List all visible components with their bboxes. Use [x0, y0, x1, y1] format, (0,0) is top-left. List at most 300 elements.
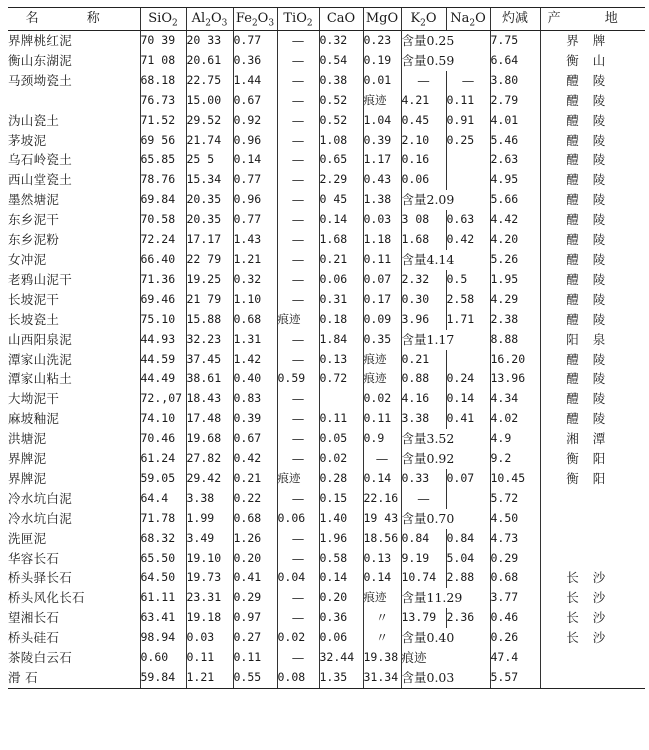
table-row [8, 668, 645, 688]
cell-fe2o3: 1.26 [233, 529, 277, 549]
cell-sio2: 71 08 [140, 51, 186, 71]
table-row [8, 91, 645, 111]
cell-al2o3: 38.61 [186, 369, 233, 389]
cell-al2o3: 19.68 [186, 429, 233, 449]
cell-na2o [446, 350, 490, 370]
cell-na2o: 5.04 [446, 549, 490, 569]
cell-al2o3: 17.48 [186, 409, 233, 429]
cell-tio2: — [277, 529, 319, 549]
cell-mgo: 0.03 [363, 210, 401, 230]
cell-place: 醴陵 [540, 71, 645, 91]
table-row [8, 469, 645, 489]
cell-tio2: — [277, 250, 319, 270]
cell-tio2: — [277, 409, 319, 429]
cell-al2o3: 19.10 [186, 549, 233, 569]
cell-al2o3: 20.35 [186, 190, 233, 210]
cell-fe2o3: 1.44 [233, 71, 277, 91]
table-row [8, 429, 645, 449]
cell-place: 醴陵 [540, 91, 645, 111]
cell-place: 长沙 [540, 628, 645, 648]
cell-sio2: 63.41 [140, 608, 186, 628]
cell-k2o: 3.96 [401, 310, 446, 330]
cell-sio2: 69 56 [140, 131, 186, 151]
cell-sio2: 74.10 [140, 409, 186, 429]
cell-fe2o3: 0.68 [233, 310, 277, 330]
cell-fe2o3: 0.97 [233, 608, 277, 628]
cell-k2o: 4.21 [401, 91, 446, 111]
cell-al2o3: 37.45 [186, 350, 233, 370]
cell-fe2o3: 0.11 [233, 648, 277, 668]
cell-mgo: 0.17 [363, 290, 401, 310]
cell-cao: 0.20 [319, 588, 363, 608]
cell-k2o: 10.74 [401, 568, 446, 588]
cell-place: 醴陵 [540, 270, 645, 290]
cell-k2o: 0.21 [401, 350, 446, 370]
cell-fe2o3: 1.21 [233, 250, 277, 270]
cell-tio2: — [277, 71, 319, 91]
cell-sio2: 70.46 [140, 429, 186, 449]
cell-cao: 0.13 [319, 350, 363, 370]
table-row [8, 270, 645, 290]
cell-place: 阳泉 [540, 330, 645, 350]
cell-name: 大坳泥干 [8, 391, 60, 407]
cell-tio2: — [277, 648, 319, 668]
cell-fe2o3: 1.43 [233, 230, 277, 250]
cell-name: 潭家山粘土 [8, 371, 73, 387]
cell-loss: 8.88 [490, 330, 540, 350]
cell-mgo: 1.17 [363, 150, 401, 170]
cell-tio2: — [277, 170, 319, 190]
cell-tio2: — [277, 588, 319, 608]
cell-k2o: 含量3.52 [401, 429, 490, 449]
cell-loss: 16.20 [490, 350, 540, 370]
header-na2o: $Na_2O$ [446, 8, 490, 31]
cell-k2o: 含量0.59 [401, 51, 490, 71]
cell-mgo: 18.56 [363, 529, 401, 549]
cell-loss: 4.9 [490, 429, 540, 449]
cell-sio2: 44.93 [140, 330, 186, 350]
cell-k2o: 含量0.25 [401, 31, 490, 51]
cell-name: 乌石岭瓷土 [8, 152, 73, 168]
header-tio2: TiO$_2$ [277, 8, 319, 31]
cell-tio2: — [277, 91, 319, 111]
cell-name: 桥头风化长石 [8, 590, 85, 606]
cell-fe2o3: 0.29 [233, 588, 277, 608]
cell-al2o3: 17.17 [186, 230, 233, 250]
cell-loss: 2.63 [490, 150, 540, 170]
cell-na2o: 0.41 [446, 409, 490, 429]
cell-name: 冷水坑白泥 [8, 490, 73, 506]
cell-name: 洗匣泥 [8, 530, 47, 546]
cell-name [8, 91, 140, 111]
cell-name: 洪塘泥 [8, 431, 47, 447]
cell-place [540, 648, 645, 668]
cell-al2o3: 20.35 [186, 210, 233, 230]
cell-loss: 7.75 [490, 31, 540, 51]
cell-al2o3: 22 79 [186, 250, 233, 270]
cell-al2o3: 15.88 [186, 310, 233, 330]
cell-name: 茅坡泥 [8, 132, 47, 148]
cell-cao: 1.08 [319, 131, 363, 151]
cell-fe2o3: 0.83 [233, 389, 277, 409]
cell-fe2o3: 0.96 [233, 190, 277, 210]
cell-al2o3: 0.11 [186, 648, 233, 668]
cell-tio2: 0.02 [277, 628, 319, 648]
cell-al2o3: 20 33 [186, 31, 233, 51]
cell-fe2o3: 0.77 [233, 210, 277, 230]
cell-tio2: — [277, 350, 319, 370]
cell-mgo: 0.14 [363, 568, 401, 588]
cell-sio2: 71.52 [140, 111, 186, 131]
cell-al2o3: 19.18 [186, 608, 233, 628]
cell-place: 醴陵 [540, 210, 645, 230]
cell-loss: 0.26 [490, 628, 540, 648]
cell-cao: 0.21 [319, 250, 363, 270]
cell-fe2o3: 0.68 [233, 509, 277, 529]
cell-loss: 0.46 [490, 608, 540, 628]
cell-mgo: 1.04 [363, 111, 401, 131]
cell-fe2o3: 0.67 [233, 91, 277, 111]
cell-mgo: — [363, 449, 401, 469]
table-row [8, 290, 645, 310]
cell-cao: 0.14 [319, 568, 363, 588]
cell-mgo: 1.18 [363, 230, 401, 250]
table-row [8, 170, 645, 190]
cell-fe2o3: 0.40 [233, 369, 277, 389]
cell-loss: 6.64 [490, 51, 540, 71]
cell-place [540, 549, 645, 569]
cell-mgo: 痕迹 [363, 588, 401, 608]
cell-na2o: 2.58 [446, 290, 490, 310]
cell-k2o: 0.84 [401, 529, 446, 549]
cell-al2o3: 21.74 [186, 131, 233, 151]
cell-sio2: 0.60 [140, 648, 186, 668]
table-row [8, 588, 645, 608]
cell-cao: 1.40 [319, 509, 363, 529]
cell-place: 醴陵 [540, 111, 645, 131]
composition-table [8, 7, 645, 689]
cell-loss: 5.57 [490, 668, 540, 688]
cell-sio2: 66.40 [140, 250, 186, 270]
cell-place: 醴陵 [540, 131, 645, 151]
cell-mgo: 19 43 [363, 509, 401, 529]
cell-loss: 4.29 [490, 290, 540, 310]
cell-na2o: 2.88 [446, 568, 490, 588]
cell-cao: 2.29 [319, 170, 363, 190]
cell-loss: 4.20 [490, 230, 540, 250]
cell-tio2: — [277, 290, 319, 310]
cell-loss: 4.01 [490, 111, 540, 131]
cell-mgo: 0.11 [363, 409, 401, 429]
header-mgo: MgO [363, 8, 401, 31]
cell-place: 衡山 [540, 51, 645, 71]
cell-place [540, 509, 645, 529]
cell-cao: 0.06 [319, 628, 363, 648]
cell-sio2: 65.50 [140, 549, 186, 569]
cell-al2o3: 21 79 [186, 290, 233, 310]
table-row [8, 489, 645, 509]
cell-loss: 47.4 [490, 648, 540, 668]
cell-loss: 5.26 [490, 250, 540, 270]
cell-cao: 0.31 [319, 290, 363, 310]
cell-fe2o3: 0.77 [233, 170, 277, 190]
cell-name: 潭家山洗泥 [8, 351, 73, 367]
cell-sio2: 69.46 [140, 290, 186, 310]
cell-cao: 0.18 [319, 310, 363, 330]
cell-fe2o3: 0.36 [233, 51, 277, 71]
cell-sio2: 76.73 [140, 91, 186, 111]
cell-loss: 0.29 [490, 549, 540, 569]
cell-mgo: 0.39 [363, 131, 401, 151]
cell-tio2: — [277, 389, 319, 409]
cell-na2o: 0.84 [446, 529, 490, 549]
cell-loss: 5.66 [490, 190, 540, 210]
cell-k2o: 9.19 [401, 549, 446, 569]
cell-name: 滑 石 [8, 668, 140, 688]
cell-loss: 4.50 [490, 509, 540, 529]
cell-tio2: 痕迹 [277, 469, 319, 489]
cell-name: 衡山东湖泥 [8, 52, 73, 68]
cell-name: 冷水坑白泥 [8, 510, 73, 526]
cell-loss: 4.73 [490, 529, 540, 549]
cell-tio2: — [277, 131, 319, 151]
cell-al2o3: 20.61 [186, 51, 233, 71]
cell-sio2: 78.76 [140, 170, 186, 190]
cell-place: 醴陵 [540, 150, 645, 170]
cell-mgo: 痕迹 [363, 350, 401, 370]
cell-cao: 0.02 [319, 449, 363, 469]
cell-k2o: 含量0.70 [401, 509, 490, 529]
cell-tio2: 0.04 [277, 568, 319, 588]
cell-k2o: 1.68 [401, 230, 446, 250]
cell-tio2: — [277, 210, 319, 230]
cell-tio2: — [277, 608, 319, 628]
cell-cao: 0.52 [319, 111, 363, 131]
cell-al2o3: 15.00 [186, 91, 233, 111]
cell-mgo: 痕迹 [363, 91, 401, 111]
cell-cao: 1.96 [319, 529, 363, 549]
cell-sio2: 65.85 [140, 150, 186, 170]
cell-na2o: 0.24 [446, 369, 490, 389]
header-sio2: SiO$_2$ [140, 8, 186, 31]
cell-sio2: 44.59 [140, 350, 186, 370]
cell-cao: 0.11 [319, 409, 363, 429]
cell-sio2: 44.49 [140, 369, 186, 389]
cell-name: 沩山瓷土 [8, 112, 60, 128]
cell-mgo: 19.38 [363, 648, 401, 668]
table-row [8, 330, 645, 350]
cell-fe2o3: 0.14 [233, 150, 277, 170]
cell-sio2: 59.84 [140, 668, 186, 688]
cell-place [540, 668, 645, 688]
cell-fe2o3: 0.42 [233, 449, 277, 469]
cell-place: 醴陵 [540, 190, 645, 210]
cell-cao: 1.35 [319, 668, 363, 688]
cell-fe2o3: 0.27 [233, 628, 277, 648]
cell-name: 桥头硅石 [8, 630, 60, 646]
table-row [8, 131, 645, 151]
cell-name: 界牌泥 [8, 470, 47, 486]
cell-place [540, 529, 645, 549]
cell-sio2: 72.24 [140, 230, 186, 250]
cell-k2o: 4.16 [401, 389, 446, 409]
cell-mgo: 22.16 [363, 489, 401, 509]
cell-al2o3: 0.03 [186, 628, 233, 648]
table-row [8, 409, 645, 429]
cell-tio2: — [277, 31, 319, 51]
table-row [8, 71, 645, 91]
cell-mgo: 0.02 [363, 389, 401, 409]
table-row [8, 190, 645, 210]
cell-cao: 0.36 [319, 608, 363, 628]
cell-tio2: — [277, 150, 319, 170]
cell-name: 东乡泥干 [8, 212, 60, 228]
cell-place: 长沙 [540, 608, 645, 628]
cell-fe2o3: 1.42 [233, 350, 277, 370]
table-row [8, 51, 645, 71]
cell-place: 醴陵 [540, 369, 645, 389]
table-row [8, 250, 645, 270]
cell-loss: 4.95 [490, 170, 540, 190]
cell-sio2: 72.,07 [140, 389, 186, 409]
cell-mgo: 0.9 [363, 429, 401, 449]
cell-k2o: 含量4.14 [401, 250, 490, 270]
cell-name: 茶陵白云石 [8, 650, 73, 666]
cell-mgo: 0.11 [363, 250, 401, 270]
cell-place: 界牌 [540, 31, 645, 51]
header-loss: 灼减 [490, 8, 540, 31]
cell-mgo: 31.34 [363, 668, 401, 688]
cell-fe2o3: 1.31 [233, 330, 277, 350]
cell-name: 长坡瓷土 [8, 311, 60, 327]
table-row [8, 310, 645, 330]
cell-tio2: 0.06 [277, 509, 319, 529]
cell-al2o3: 18.43 [186, 389, 233, 409]
cell-name: 马颈坳瓷土 [8, 72, 73, 88]
cell-cao [319, 389, 363, 409]
cell-cao: 0.58 [319, 549, 363, 569]
cell-name: 东乡泥粉 [8, 232, 60, 248]
cell-place: 醴陵 [540, 389, 645, 409]
cell-name: 西山堂瓷土 [8, 172, 73, 188]
cell-cao: 32.44 [319, 648, 363, 668]
cell-name: 望湘长石 [8, 610, 60, 626]
cell-fe2o3: 0.39 [233, 409, 277, 429]
table-body [8, 31, 645, 689]
cell-al2o3: 29.42 [186, 469, 233, 489]
table-row [8, 549, 645, 569]
cell-sio2: 98.94 [140, 628, 186, 648]
cell-na2o: 0.91 [446, 111, 490, 131]
cell-cao: 0.65 [319, 150, 363, 170]
cell-na2o: 0.07 [446, 469, 490, 489]
cell-cao: 0.14 [319, 210, 363, 230]
cell-fe2o3: 0.96 [233, 131, 277, 151]
table-row [8, 628, 645, 648]
cell-tio2: — [277, 111, 319, 131]
cell-name: 长坡泥干 [8, 291, 60, 307]
cell-cao: 1.68 [319, 230, 363, 250]
cell-al2o3: 29.52 [186, 111, 233, 131]
cell-cao: 0.52 [319, 91, 363, 111]
cell-place: 长沙 [540, 588, 645, 608]
cell-place: 衡阳 [540, 469, 645, 489]
cell-name: 山西阳泉泥 [8, 331, 73, 347]
cell-place: 衡阳 [540, 449, 645, 469]
cell-na2o [446, 489, 490, 509]
header-k2o: $K_2O$ [401, 8, 446, 31]
cell-mgo: 〃 [363, 628, 401, 648]
cell-sio2: 70 39 [140, 31, 186, 51]
cell-al2o3: 32.23 [186, 330, 233, 350]
cell-k2o: 含量2.09 [401, 190, 490, 210]
cell-mgo: 痕迹 [363, 369, 401, 389]
cell-cao: 0.15 [319, 489, 363, 509]
cell-mgo: 〃 [363, 608, 401, 628]
cell-sio2: 68.18 [140, 71, 186, 91]
cell-name: 墨然塘泥 [8, 192, 60, 208]
cell-na2o: 1.71 [446, 310, 490, 330]
cell-sio2: 61.24 [140, 449, 186, 469]
table-row [8, 230, 645, 250]
cell-na2o: 0.25 [446, 131, 490, 151]
cell-fe2o3: 0.77 [233, 31, 277, 51]
table-row [8, 389, 645, 409]
cell-k2o: 含量11.29 [401, 588, 490, 608]
cell-place: 醴陵 [540, 409, 645, 429]
cell-loss: 0.68 [490, 568, 540, 588]
cell-k2o: 3 08 [401, 210, 446, 230]
cell-cao: 0 45 [319, 190, 363, 210]
cell-mgo: 0.01 [363, 71, 401, 91]
cell-na2o: 0.14 [446, 389, 490, 409]
cell-tio2: — [277, 230, 319, 250]
cell-loss: 9.2 [490, 449, 540, 469]
cell-sio2: 61.11 [140, 588, 186, 608]
cell-na2o: — [446, 71, 490, 91]
cell-place: 醴陵 [540, 230, 645, 250]
cell-sio2: 69.84 [140, 190, 186, 210]
cell-al2o3: 1.99 [186, 509, 233, 529]
cell-place: 湘潭 [540, 429, 645, 449]
table-row [8, 111, 645, 131]
header-fe2o3: $Fe_2O_3$ [233, 8, 277, 31]
cell-al2o3: 25 5 [186, 150, 233, 170]
cell-al2o3: 23.31 [186, 588, 233, 608]
cell-cao: 0.05 [319, 429, 363, 449]
cell-fe2o3: 0.20 [233, 549, 277, 569]
cell-mgo: 0.07 [363, 270, 401, 290]
cell-place [540, 489, 645, 509]
cell-k2o: 2.32 [401, 270, 446, 290]
cell-sio2: 71.36 [140, 270, 186, 290]
cell-k2o: 含量0.40 [401, 628, 490, 648]
cell-tio2: — [277, 429, 319, 449]
cell-fe2o3: 0.41 [233, 568, 277, 588]
cell-k2o: 0.33 [401, 469, 446, 489]
cell-loss: 4.02 [490, 409, 540, 429]
cell-cao: 0.06 [319, 270, 363, 290]
cell-sio2: 75.10 [140, 310, 186, 330]
cell-cao: 0.38 [319, 71, 363, 91]
cell-na2o: 0.63 [446, 210, 490, 230]
cell-mgo: 0.14 [363, 469, 401, 489]
table-row [8, 150, 645, 170]
cell-na2o: 0.42 [446, 230, 490, 250]
cell-tio2: — [277, 549, 319, 569]
cell-k2o: 0.06 [401, 170, 446, 190]
cell-name: 老鸦山泥干 [8, 271, 73, 287]
